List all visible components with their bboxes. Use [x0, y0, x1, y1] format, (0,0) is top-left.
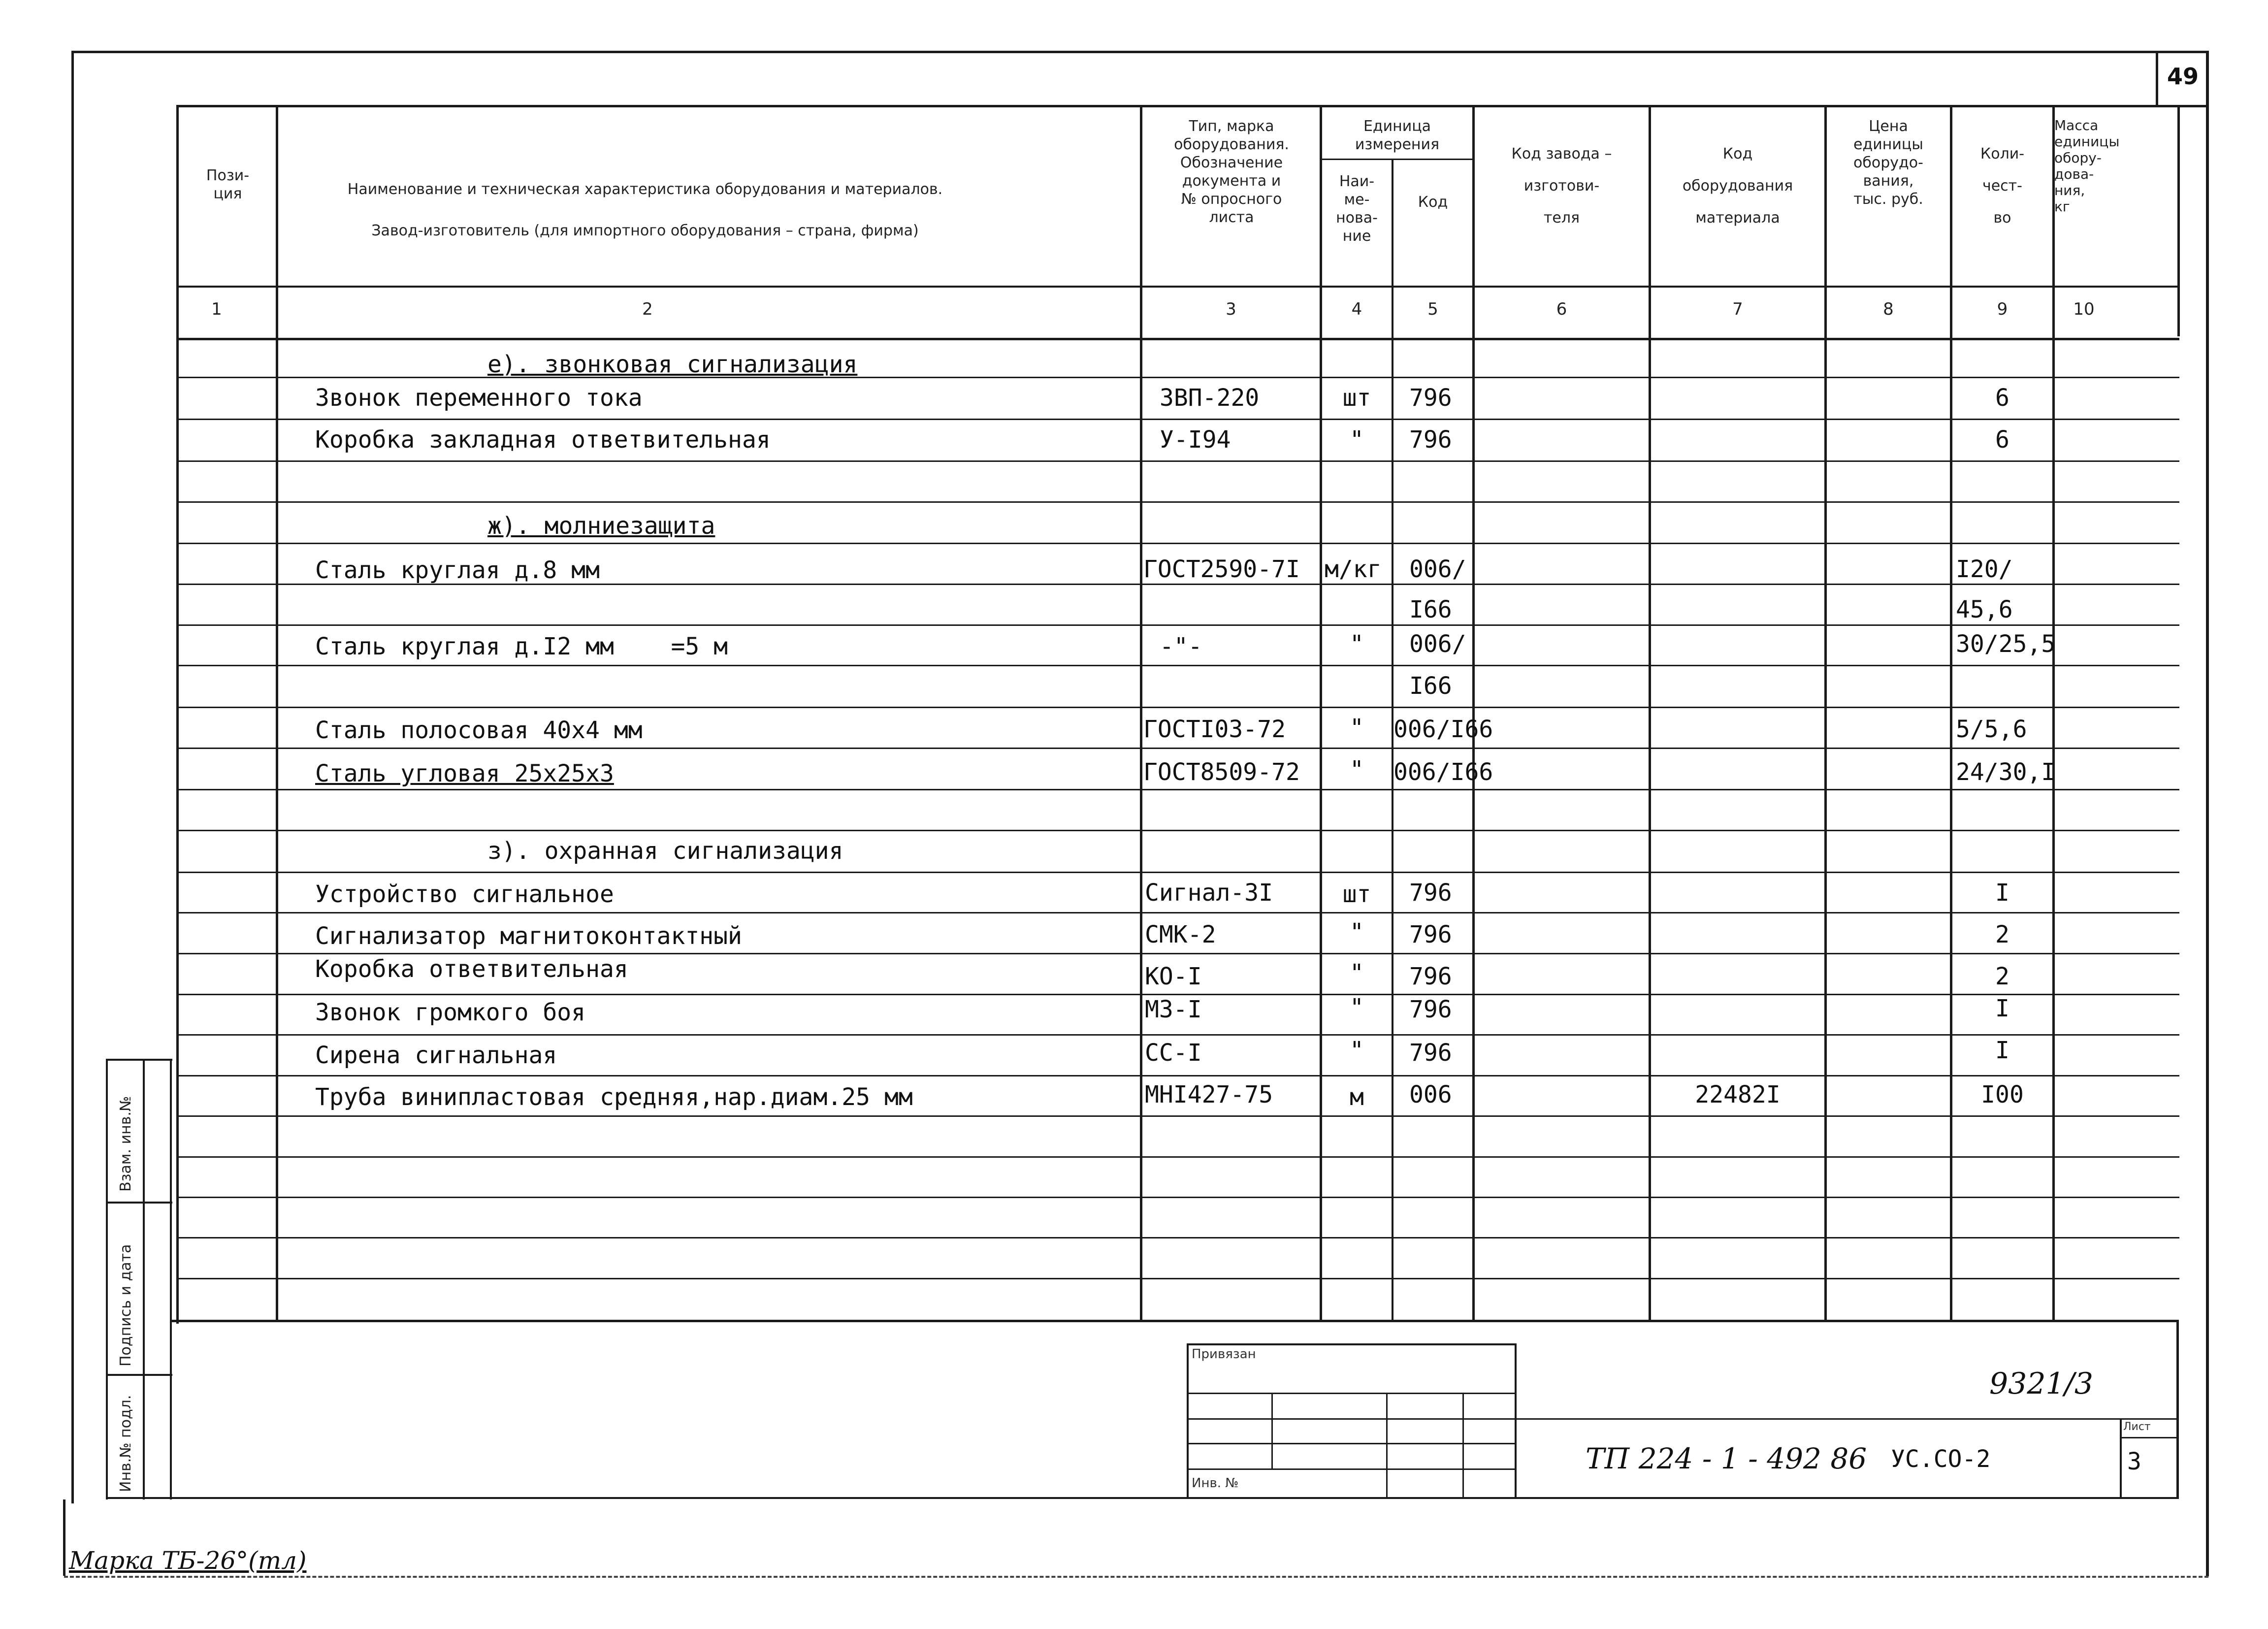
item-type: -"-	[1160, 633, 1202, 660]
unit-group-line	[1322, 159, 1475, 160]
vline-8	[1950, 105, 1952, 1321]
column-number: 4	[1351, 299, 1362, 319]
item-type: СМК-2	[1145, 921, 1216, 948]
frame-bottom	[64, 1576, 2208, 1578]
item-name: Сталь круглая д.I2 мм =5 м	[315, 633, 728, 660]
hline	[176, 1197, 2179, 1198]
item-code: 006/I66	[1393, 716, 1493, 743]
side-strip-top	[106, 1059, 172, 1061]
item-name: Сигнализатор магнитоконтактный	[315, 922, 742, 950]
item-quantity: 6	[1995, 426, 2009, 454]
inv-label: Инв. №	[1192, 1476, 1239, 1491]
header-unit-group: Единица измерения	[1355, 118, 1440, 153]
side-label-vzam-inv: Взам. инв.№	[117, 1096, 134, 1192]
item-unit: "	[1350, 426, 1364, 454]
item-quantity: 6	[1995, 384, 2009, 412]
section-title: з). охранная сигнализация	[487, 837, 843, 865]
privyazan-box-vline	[1386, 1393, 1388, 1499]
item-quantity: I00	[1981, 1081, 2024, 1108]
item-quantity: I20/	[1956, 555, 2013, 583]
hline	[176, 872, 2179, 873]
item-type: КО-I	[1145, 963, 1202, 990]
column-number: 8	[1883, 299, 1894, 319]
item-unit: "	[1350, 1037, 1364, 1064]
item-quantity: 24/30,I	[1956, 758, 2056, 786]
item-code: I66	[1409, 596, 1452, 623]
hline	[176, 377, 2179, 378]
item-type: СС-I	[1145, 1039, 1202, 1067]
side-strip-divider	[106, 1202, 172, 1204]
item-quantity: 5/5,6	[1956, 716, 2027, 743]
item-quantity: I	[1995, 1037, 2009, 1064]
item-unit: "	[1350, 630, 1364, 658]
hline	[176, 707, 2179, 708]
item-code: 796	[1409, 1039, 1452, 1067]
table-top	[176, 105, 2179, 107]
item-name: Звонок громкого боя	[315, 999, 586, 1026]
column-number: 5	[1427, 299, 1438, 319]
column-number: 2	[642, 299, 653, 319]
header-price: Цена единицы оборудо- вания, тыс. руб.	[1853, 118, 1923, 208]
header-unit-name: Наи- ме- нова- ние	[1336, 173, 1378, 245]
item-quantity: 45,6	[1956, 596, 2013, 623]
item-unit: м	[1350, 1083, 1364, 1111]
vline-9	[2052, 105, 2055, 1321]
header-type: Тип, марка оборудования. Обозначение документа и № опросного листа	[1174, 118, 1289, 226]
frame-left	[71, 51, 74, 1503]
side-strip-left	[106, 1059, 108, 1499]
table-bottom	[170, 1320, 2179, 1322]
column-number: 1	[211, 299, 222, 319]
header-bottom	[176, 286, 2179, 288]
header-mass: Масса единицы обору- дова- ния, кг	[2054, 117, 2120, 215]
item-unit: шт	[1342, 384, 1371, 412]
hline	[176, 543, 2179, 544]
item-code: 796	[1409, 384, 1452, 412]
vline-7	[1824, 105, 1827, 1321]
hline	[176, 1075, 2179, 1076]
colnum-bottom	[176, 338, 2179, 340]
hline	[176, 789, 2179, 790]
item-quantity: 30/25,5	[1956, 630, 2056, 658]
frame-top	[71, 51, 2208, 53]
item-name: Сталь полосовая 40х4 мм	[315, 717, 643, 744]
privyazan-box-top	[1187, 1343, 1517, 1345]
side-strip-right-2	[170, 1059, 172, 1499]
list-box-divider	[2120, 1437, 2179, 1438]
privyazan-box-vline	[1271, 1393, 1273, 1469]
table-left	[176, 105, 179, 1324]
item-code: I66	[1409, 672, 1452, 700]
item-code: 796	[1409, 963, 1452, 990]
item-code: 796	[1409, 921, 1452, 948]
hline	[176, 1237, 2179, 1238]
privyazan-box-line	[1187, 1418, 1517, 1420]
hline	[176, 501, 2179, 503]
column-number: 7	[1732, 299, 1743, 319]
privyazan-box-line	[1187, 1468, 1517, 1470]
item-unit: м/кг	[1325, 555, 1382, 583]
item-type: ГОСТ8509-72	[1143, 758, 1300, 786]
item-type: МНI427-75	[1145, 1081, 1273, 1108]
item-unit: "	[1350, 714, 1364, 742]
document-code: УС.СО-2	[1891, 1445, 1991, 1473]
item-quantity: 2	[1995, 963, 2009, 990]
privyazan-box-right	[1515, 1343, 1517, 1499]
item-unit: шт	[1342, 880, 1371, 908]
item-quantity: 2	[1995, 921, 2009, 948]
item-code: 006/	[1409, 555, 1466, 583]
item-code: 006/I66	[1393, 758, 1493, 786]
item-type: Сигнал-3I	[1145, 879, 1273, 907]
table-right	[2177, 105, 2180, 336]
item-name: Сирена сигнальная	[315, 1042, 557, 1069]
hline	[176, 665, 2179, 666]
stamp-bottom	[170, 1497, 2179, 1499]
frame-bottom-left	[63, 1499, 65, 1576]
list-box-left	[2120, 1418, 2122, 1497]
header-position: Пози- ция	[206, 167, 250, 202]
item-code: 796	[1409, 879, 1452, 907]
item-type: ГОСТI03-72	[1143, 716, 1286, 743]
header-equipment-code: Код оборудования материала	[1682, 145, 1793, 227]
header-name: Наименование и техническая характеристика оборудования и материалов. Завод-изготовитель (для импортного оборудования – страна, фирма)	[347, 181, 943, 239]
stamp-right	[2176, 1320, 2179, 1499]
list-label: Лист	[2123, 1421, 2151, 1433]
section-title: ж). молниезащита	[487, 512, 715, 540]
item-unit: "	[1350, 918, 1364, 946]
list-number: 3	[2127, 1448, 2141, 1475]
item-type: ГОСТ2590-7I	[1143, 555, 1300, 583]
sheet-number: 49	[2167, 63, 2199, 90]
hline	[176, 1034, 2179, 1036]
item-type: У-I94	[1160, 426, 1231, 454]
hline	[176, 419, 2179, 420]
item-name: Труба винипластовая средняя,нар.диам.25 мм	[315, 1083, 913, 1111]
frame-right	[2206, 51, 2209, 1576]
hline	[176, 624, 2179, 626]
column-number: 9	[1997, 299, 2008, 319]
vline-2	[1140, 105, 1142, 1321]
header-quantity: Коли- чест- во	[1980, 145, 2025, 227]
item-name: Устройство сигнальное	[315, 880, 614, 908]
archive-number: 9321/3	[1989, 1367, 2094, 1401]
section-title: е). звонковая сигнализация	[487, 351, 858, 378]
side-strip-divider	[106, 1374, 172, 1376]
side-label-inv-podl: Инв.№ подл.	[117, 1395, 134, 1492]
side-strip-bottom	[106, 1497, 172, 1499]
hline	[176, 953, 2179, 954]
hline	[176, 830, 2179, 831]
item-quantity: I	[1995, 995, 2009, 1022]
item-quantity: I	[1995, 879, 2009, 907]
hline	[176, 1156, 2179, 1158]
privyazan-box-vline	[1462, 1393, 1464, 1499]
privyazan-box-line	[1187, 1443, 1517, 1444]
column-number: 6	[1556, 299, 1567, 319]
item-name: Сталь угловая 25х25х3	[315, 760, 614, 787]
hline	[176, 460, 2179, 462]
item-unit: "	[1350, 959, 1364, 987]
header-factory-code: Код завода – изготови- теля	[1511, 145, 1612, 227]
item-code: 796	[1409, 426, 1452, 454]
item-name: Коробка закладная ответвительная	[315, 426, 771, 454]
vline-5	[1472, 105, 1475, 1321]
hline	[176, 1115, 2179, 1117]
hline	[176, 1278, 2179, 1279]
side-strip-right	[143, 1059, 145, 1499]
column-number: 3	[1226, 299, 1236, 319]
item-name: Коробка ответвительная	[315, 955, 628, 983]
privyazan-label: Привязан	[1192, 1347, 1256, 1362]
project-code: ТП 224 - 1 - 492 86	[1586, 1442, 1867, 1475]
privyazan-box-left	[1187, 1343, 1189, 1499]
footer-note: Марка ТБ-26°(тл)	[69, 1546, 307, 1575]
privyazan-box-line	[1187, 1393, 1517, 1394]
header-unit-code: Код	[1418, 194, 1448, 211]
vline-6	[1649, 105, 1651, 1321]
item-equipment-code: 22482I	[1695, 1081, 1781, 1108]
item-type: ЗВП-220	[1160, 384, 1260, 412]
item-code: 006/	[1409, 630, 1466, 658]
vline-3	[1320, 105, 1322, 1321]
item-code: 796	[1409, 996, 1452, 1023]
item-unit: "	[1350, 994, 1364, 1021]
title-block-top	[1517, 1418, 2179, 1420]
side-label-signature-date: Подпись и дата	[117, 1244, 134, 1367]
hline	[176, 748, 2179, 749]
item-code: 006	[1409, 1081, 1452, 1108]
hline	[176, 912, 2179, 913]
item-type: МЗ-I	[1145, 996, 1202, 1023]
item-name: Сталь круглая д.8 мм	[315, 556, 600, 584]
item-name: Звонок переменного тока	[315, 384, 643, 412]
hline	[176, 994, 2179, 995]
item-unit: "	[1350, 756, 1364, 783]
column-number: 10	[2073, 299, 2095, 319]
vline-1	[276, 105, 278, 1321]
